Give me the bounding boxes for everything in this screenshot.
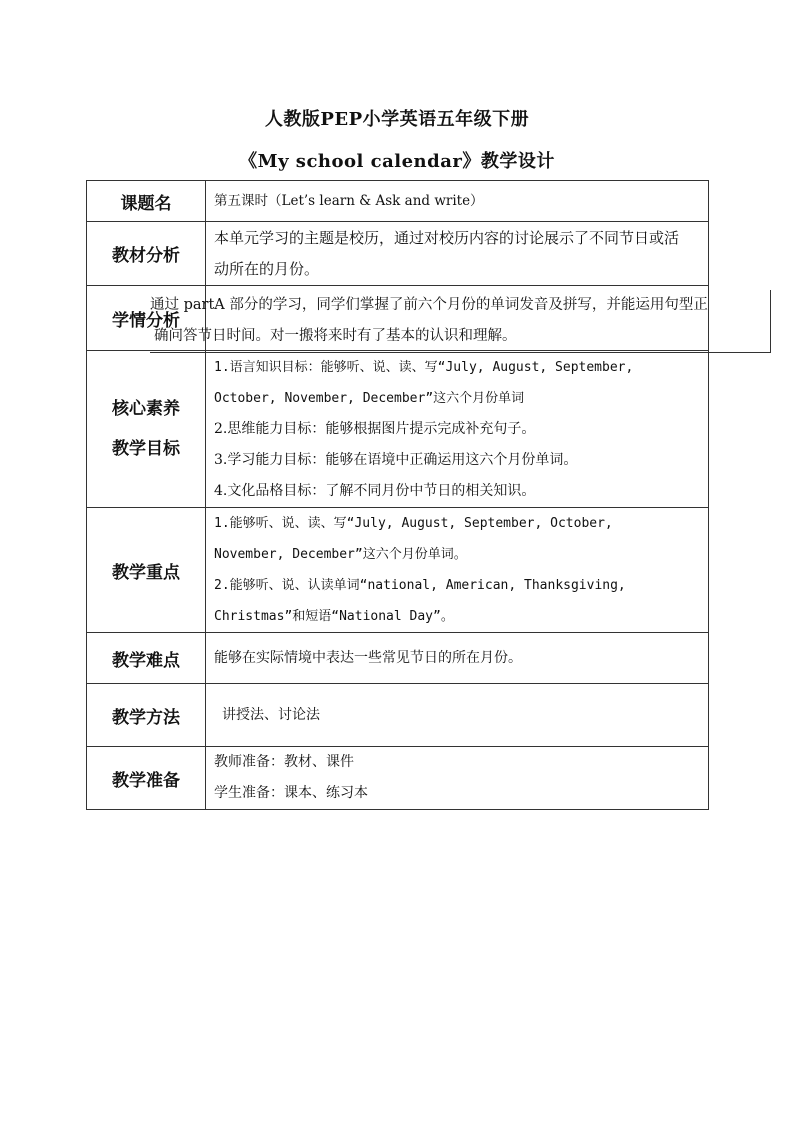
- value-topic: 第五课时（Let’s learn & Ask and write）: [206, 181, 709, 222]
- key-line-4: Christmas”和短语“National Day”。: [214, 609, 454, 624]
- label-key: 教学重点: [87, 508, 206, 633]
- label-prep: 教学准备: [87, 747, 206, 810]
- row-prep: [87, 747, 709, 810]
- row-key: [87, 508, 709, 633]
- core-line-1: 1.语言知识目标：能够听、说、读、写“July, August, September,: [214, 359, 634, 375]
- key-line-1: 1.能够听、说、读、写“July, August, September, October,: [214, 516, 613, 531]
- label-core: [87, 351, 206, 508]
- core-line-3: 2.思维能力目标：能够根据图片提示完成补充句子。: [214, 420, 536, 437]
- row-topic: [87, 181, 709, 222]
- value-difficulty: 能够在实际情境中表达一些常见节日的所在月份。: [206, 633, 709, 684]
- value-material: [206, 222, 709, 286]
- row-study: [87, 286, 709, 351]
- value-key: [206, 508, 709, 633]
- prep-line-2: 学生准备：课本、练习本: [214, 785, 368, 801]
- value-core: [206, 351, 709, 508]
- core-line-4: 3.学习能力目标：能够在语境中正确运用这六个月份单词。: [214, 451, 578, 468]
- label-core-line-1: 核心素养: [112, 399, 180, 419]
- label-method: 教学方法: [87, 684, 206, 747]
- core-line-2: October, November, December”这六个月份单词: [214, 390, 525, 406]
- row-core: [87, 351, 709, 508]
- document-title: 人教版PEP小学英语五年级下册: [264, 109, 530, 130]
- document-subtitle: 《My school calendar》教学设计: [239, 151, 555, 172]
- row-material: [87, 222, 709, 286]
- key-line-2: November, December”这六个月份单词。: [214, 547, 467, 562]
- prep-line-1: 教师准备：教材、课件: [214, 754, 354, 770]
- label-core-line-2: 教学目标: [112, 439, 180, 459]
- study-line-2: 确问答节日时间。对一搬将来时有了基本的认识和理解。: [154, 328, 517, 344]
- value-method: 讲授法、讨论法: [206, 684, 709, 747]
- label-study: 学情分析: [87, 286, 206, 351]
- label-difficulty: 教学难点: [87, 633, 206, 684]
- label-material: 教材分析: [87, 222, 206, 286]
- study-line-1: 通过 partA 部分的学习，同学们掌握了前六个月份的单词发音及拼写，并能运用句型正: [150, 297, 708, 313]
- value-study: [150, 286, 709, 351]
- material-line-2: 动所在的月份。: [214, 259, 320, 278]
- key-line-3: 2.能够听、说、认读单词“national, American, Thanksgiving,: [214, 578, 626, 593]
- lesson-plan-table: [86, 180, 709, 810]
- label-topic: 课题名: [87, 181, 206, 222]
- core-line-5: 4.文化品格目标：了解不同月份中节日的相关知识。: [214, 482, 536, 499]
- value-prep: [206, 747, 709, 810]
- row-difficulty: [87, 633, 709, 684]
- material-line-1: 本单元学习的主题是校历，通过对校历内容的讨论展示了不同节日或活: [214, 228, 680, 247]
- row-method: [87, 684, 709, 747]
